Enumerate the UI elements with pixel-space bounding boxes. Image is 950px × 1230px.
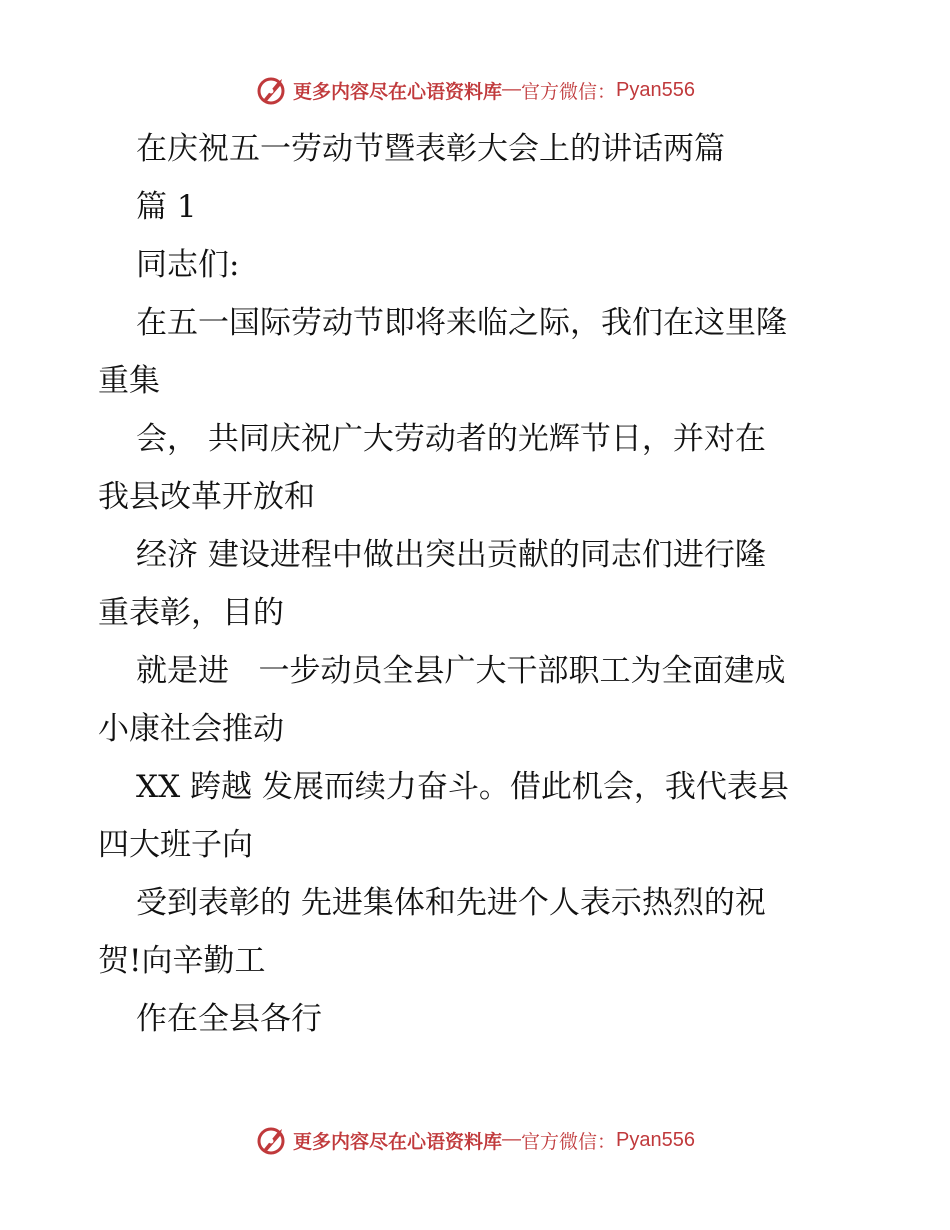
text-line: 重表彰，目的 (98, 595, 284, 631)
header-banner (0, 70, 950, 110)
banner-wechat-id: Pyan556 (616, 78, 695, 101)
section-heading: 篇 1 (136, 189, 197, 225)
text-line: 会， 共同庆祝广大劳动者的光辉节日，并对在 (136, 421, 766, 457)
text-line: 四大班子向 (98, 827, 253, 863)
text-line: 作在全县各行 (136, 1001, 322, 1037)
banner-wechat-id: Pyan556 (616, 1128, 695, 1151)
banner-wechat-label: 官方微信： (521, 1130, 617, 1153)
document-body (98, 120, 858, 1048)
text-line: XX 跨越 发展而续力奋斗。借此机会，我代表县 (136, 769, 789, 805)
banner-main-text: 更多内容尽在心语资料库 (293, 80, 503, 103)
text-line: 经济 建设进程中做出突出贡献的同志们进行隆 (136, 537, 766, 573)
document-title: 在庆祝五一劳动节暨表彰大会上的讲话两篇 (136, 131, 725, 167)
banner-separator: — (502, 79, 522, 100)
text-line: 受到表彰的 先进集体和先进个人表示热烈的祝 (136, 885, 766, 921)
footer-banner (0, 1120, 950, 1160)
text-line: 小康社会推动 (98, 711, 284, 747)
text-line: 在五一国际劳动节即将来临之际，我们在这里隆 (136, 305, 787, 341)
banner-wechat-label: 官方微信： (521, 80, 617, 103)
text-line: 贺!向辛勤工 (98, 943, 266, 979)
text-line: 就是进 一步动员全县广大干部职工为全面建成 (136, 653, 786, 689)
fountain-pen-logo-icon (255, 1123, 289, 1157)
fountain-pen-logo-icon (255, 73, 289, 107)
salutation: 同志们: (136, 247, 240, 283)
text-line: 我县改革开放和 (98, 479, 315, 515)
banner-main-text: 更多内容尽在心语资料库 (293, 1130, 503, 1153)
banner-separator: — (502, 1129, 522, 1150)
text-line: 重集 (98, 363, 160, 399)
